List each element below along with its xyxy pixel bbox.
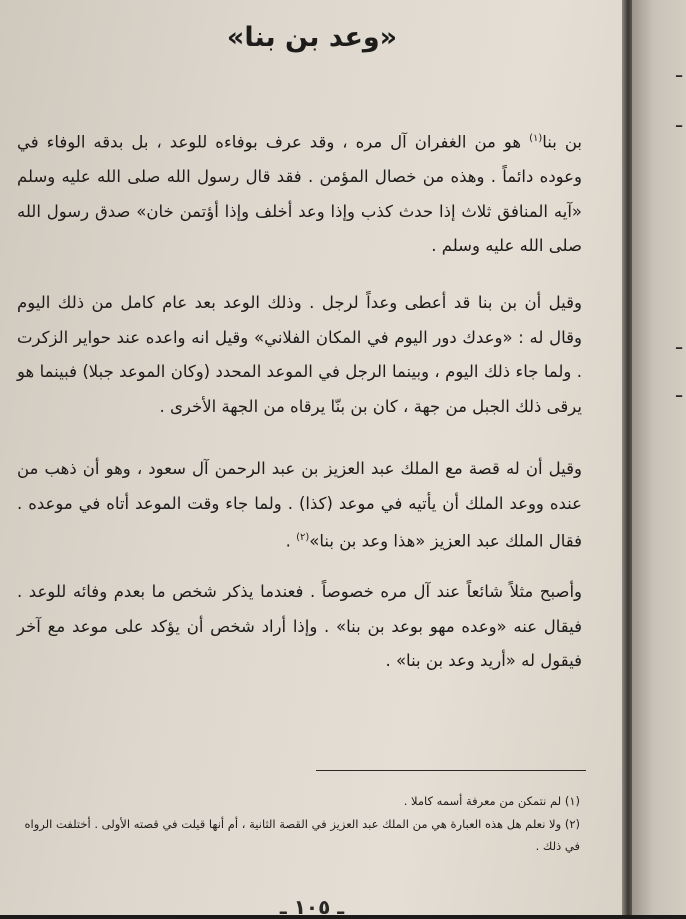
paragraph-1 [17,122,582,264]
paragraph-3-end: . [285,531,297,551]
adjacent-page-edge [632,0,686,915]
footnote-ref-1[interactable]: (١) [529,133,543,144]
paragraph-4: وأصبح مثلاً شائعاً عند آل مره خصوصاً . فعندما يذكر شخص ما بعدم وفائه للوعد . فيقال عنه «وعده مهو بوعد بن بنا» . وإذا أراد شخص أن يؤكد على موعد مع آخر فيقول له «أريد وعد بن بنا» . [17,582,582,670]
footnote-1: (١) لم نتمكن من معرفة أسمه كاملا . [403,794,580,808]
paragraph-3 [17,452,582,559]
page-number: ـ ١٠٥ ـ [279,895,345,919]
paragraph-1-lead: بن بنا [542,132,582,152]
paragraph-1-body: هو من الغفران آل مره ، وقد عرف بوفاءه للوعد ، بل بدقه الوفاء في وعوده دائماً . وهذه من خصال المؤمن . فقد قال رسول الله صلى الله عليه وسلم «آيه المنافق ثلاث إذا حدث كذب وإذا وعد أخلف وإذا أؤتمن خان» صدق رسول الله صلى الله عليه وسلم . [17,132,582,255]
edge-glyph: ـ [676,378,682,402]
page-title: «وعد بن بنا» [226,22,398,53]
edge-glyph: ـ [676,108,682,132]
paragraph-3-body: وقيل أن له قصة مع الملك عبد العزيز بن عبد الرحمن آل سعود ، وهو أن ذهب من عنده ووعد الملك أن يأتيه في موعد (كذا) . ولما جاء وقت الموعد أتاه في موعده . فقال الملك عبد العزيز «هذا وعد بن بنا» [17,459,582,551]
footnote-ref-2[interactable]: (٢) [296,532,310,543]
edge-glyph: ـ [676,58,682,82]
paragraph-2: وقيل أن بن بنا قد أعطى وعداً لرجل . وذلك الوعد بعد عام كامل من ذلك اليوم وقال له : «وعدك دور اليوم في المكان الفلاني» وقيل انه واعده عند حواير الزكرت . ولما جاء ذلك اليوم ، وبينما الرجل في الموعد المحدد (وكان الموعد جبلا) فبينما هو يرقى ذلك الجبل من جهة ، كان بن بنّا يرقاه من الجهة الأخرى . [17,293,582,416]
edge-glyph: ـ [676,330,682,354]
footnote-2: (٢) ولا نعلم هل هذه العبارة هي من الملك عبد العزيز في القصة الثانية ، أم أنها قيلت في قصته الأولى . أختلفت الرواه في ذلك . [24,817,580,853]
footnote-divider [316,770,586,771]
